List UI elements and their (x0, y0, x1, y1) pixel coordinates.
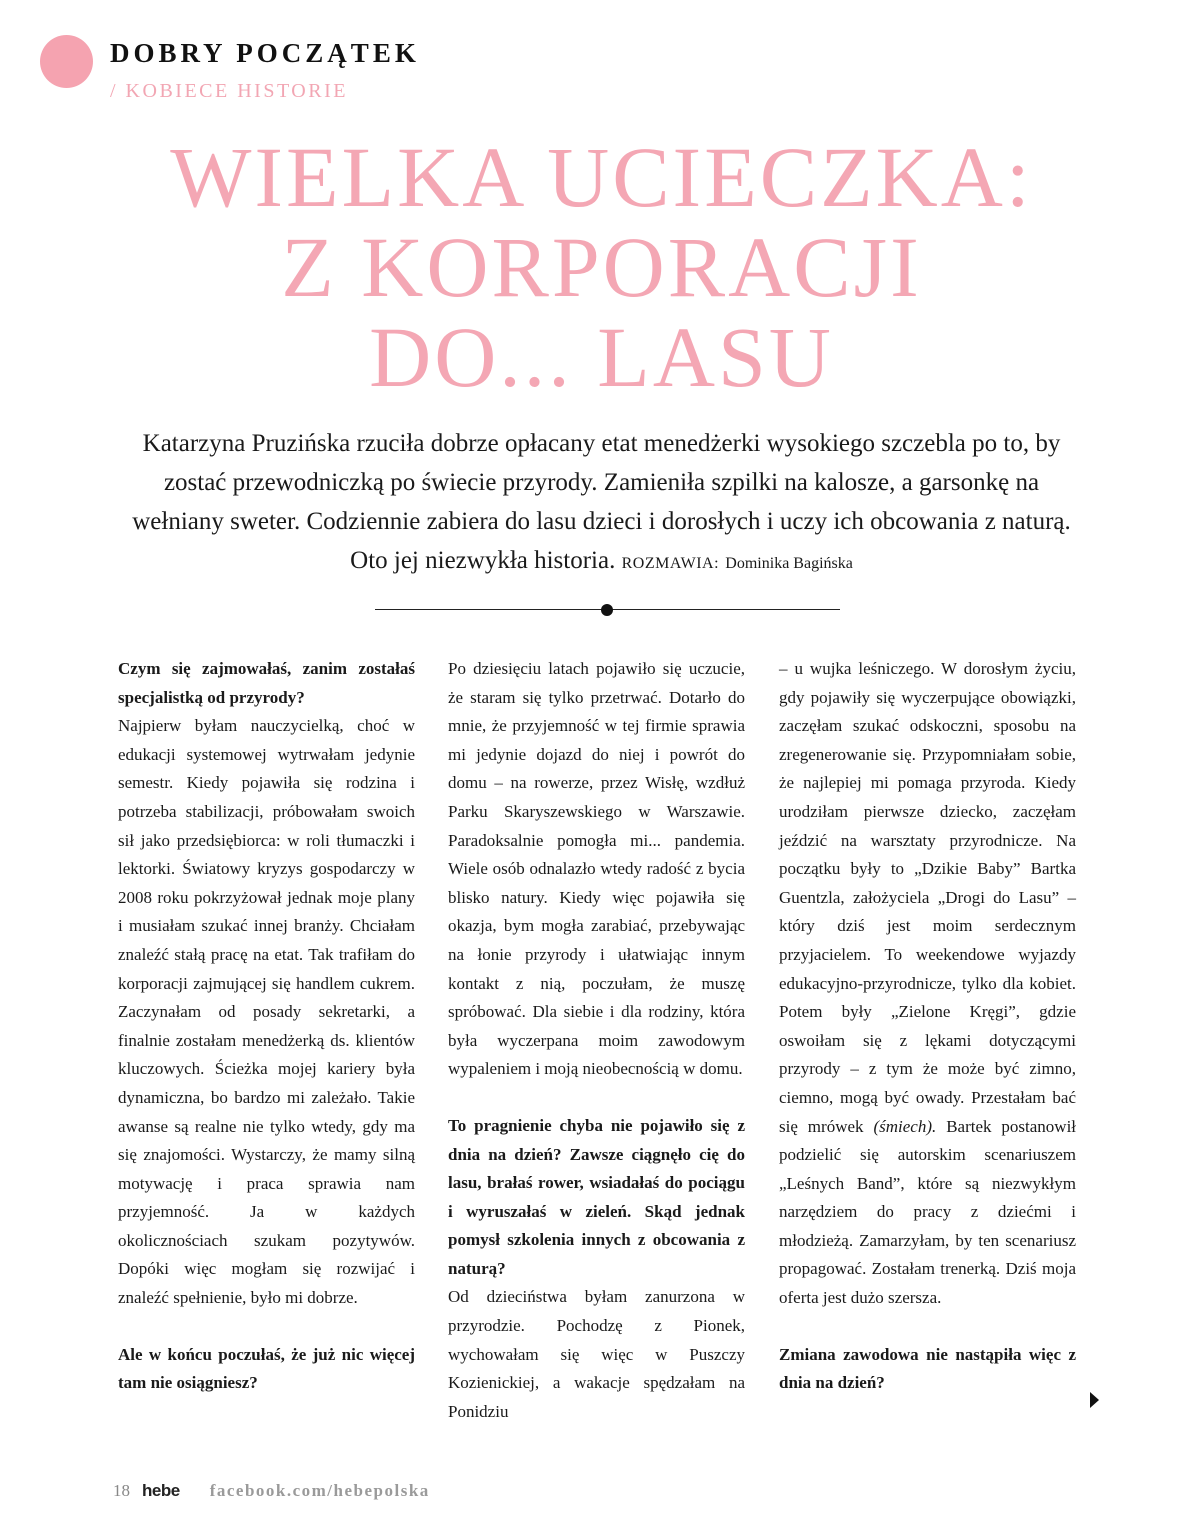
interview-question: To pragnienie chyba nie pojawiło się z dnia na dzień? Zawsze ciągnęło cię do lasu, brałaś rower, wsiadałaś do pociągu i wyruszałaś w zieleń. Skąd jednak pomysł szkolenia innych z obcowania z naturą? (448, 1115, 745, 1278)
interview-question: Zmiana zawodowa nie nastąpiła więc z dnia na dzień? (779, 1344, 1076, 1393)
brand-logo: hebe (142, 1481, 180, 1500)
lead-text: Katarzyna Pruzińska rzuciła dobrze opłacany etat menedżerki wysokiego szczebla po to, by zostać przewodniczką po świecie przyrody. Zamieniła szpilki na kalosze, a garsonkę na wełniany sweter. Codziennie zabiera do lasu dzieci i dorosłych i uczy ich obcowania z naturą. Oto jej niezwykła historia. (132, 430, 1071, 574)
section-marker-dot (40, 35, 93, 88)
footer-url: facebook.com/hebepolska (209, 1481, 430, 1500)
page-footer (113, 1481, 430, 1501)
interview-question: Ale w końcu poczułaś, że już nic więcej tam nie osiągniesz? (118, 1344, 415, 1393)
article-headline (0, 129, 1203, 405)
answer-text: – u wujka leśniczego. W dorosłym życiu, gdy pojawiły się wyczerpujące obowiązki, zaczęłam szukać odskoczni, sposobu na zregenerowanie się. Przypomniałam sobie, że najlepiej mi pomaga przyroda. Kiedy urodziłam pierwsze dziecko, zaczęłam jeździć na warsztaty przyrodnicze. Na początku były to „Dzikie Baby” Bartka Guentzla, założyciela „Drogi do Lasu” – który dziś jest moim serdecznym przyjacielem. To weekendowe wyjazdy edukacyjno-przyrodnicze, tylko dla kobiet. Potem były „Zielone Kręgi”, gdzie oswoiłam się z lękami dotyczącymi przyrody – z tym że może być zimno, ciemno, mogą być owady. Przestałam bać się mrówek (779, 659, 1076, 1136)
headline-line-3: DO... LASU (369, 309, 834, 405)
interview-question: Czym się zajmowałaś, zanim zostałaś specjalistką od przyrody? (118, 659, 415, 707)
page-number: 18 (113, 1481, 130, 1500)
laugh-note: (śmiech). (873, 1116, 937, 1136)
section-subtitle: / KOBIECE HISTORIE (110, 80, 348, 102)
interview-answer (779, 655, 1076, 1313)
byline-label: ROZMAWIA: (621, 555, 720, 572)
section-title: DOBRY POCZĄTEK (110, 38, 420, 68)
answer-text: Bartek postanowił podzielić się autorskim scenariuszem „Leśnych Band”, które są niezwykłym narzędziem do pracy z dziećmi i młodzieżą. Zamarzyłam, by ten scenariusz propagować. Zostałam trenerką. Dziś moja oferta jest dużo szersza. (779, 1116, 1077, 1308)
interview-answer: Po dziesięciu latach pojawiło się uczucie, że staram się tylko przetrwać. Dotarło do mnie, że przyjemność w tej firmie sprawia mi jedynie dojazd do niej i powrót do domu – na rowerze, przez Wisłę, wzdłuż Parku Skaryszewskiego w Warszawie. Paradoksalnie pomogła mi... pandemia. Wiele osób odnalazło wtedy radość z bycia blisko natury. Kiedy więc pojawiła się okazja, bym mogła zarabiać, przebywając na łonie przyrody i ułatwiając innym kontakt z nią, poczułam, że muszę spróbować. Dla siebie i dla rodziny, która była wyczerpana moim zawodowym wypaleniem i moją nieobecnością w domu. (448, 659, 745, 1079)
article-column-2 (448, 655, 745, 1426)
headline-line-1: WIELKA UCIECZKA: (170, 129, 1033, 225)
interview-answer: Najpierw byłam nauczycielką, choć w edukacji systemowej wytrwałam jedynie semestr. Kiedy pojawiła się rodzina i potrzeba stabilizacji, próbowałam swoich sił jako przedsiębiorca: w roli tłumaczki i lektorki. Światowy kryzys gospodarczy w 2008 roku pokrzyżował jednak moje plany i musiałam szukać innej branży. Chciałam znaleźć stałą pracę na etat. Tak trafiłam do korporacji zajmującej się handlem cukrem. Zaczynałam od posady sekretarki, a finalnie zostałam menedżerką ds. klientów kluczowych. Ścieżka mojej kariery była dynamiczna, bo bardzo mi zależało. Takie awanse są realne nie tylko wtedy, gdy ma się znajomości. Wystarczy, że mamy silną motywację i praca sprawia nam przyjemność. Ja w każdych okolicznościach szukam pozytywów. Dopóki więc mogłam się rozwijać i znaleźć spełnienie, było mi dobrze. (118, 716, 415, 1308)
interview-answer: Od dzieciństwa byłam zanurzona w przyrodzie. Pochodzę z Pionek, wychowałam się więc w Puszczy Kozienickiej, a wakacje spędzałam na Ponidziu (448, 1287, 745, 1421)
byline-name: Dominika Bagińska (725, 555, 853, 572)
article-column-3 (779, 655, 1076, 1398)
article-column-1 (118, 655, 415, 1398)
article-lead (120, 424, 1083, 583)
continue-arrow-icon (1090, 1392, 1099, 1408)
divider-dot (601, 604, 613, 616)
headline-line-2: Z KORPORACJI (281, 219, 922, 315)
